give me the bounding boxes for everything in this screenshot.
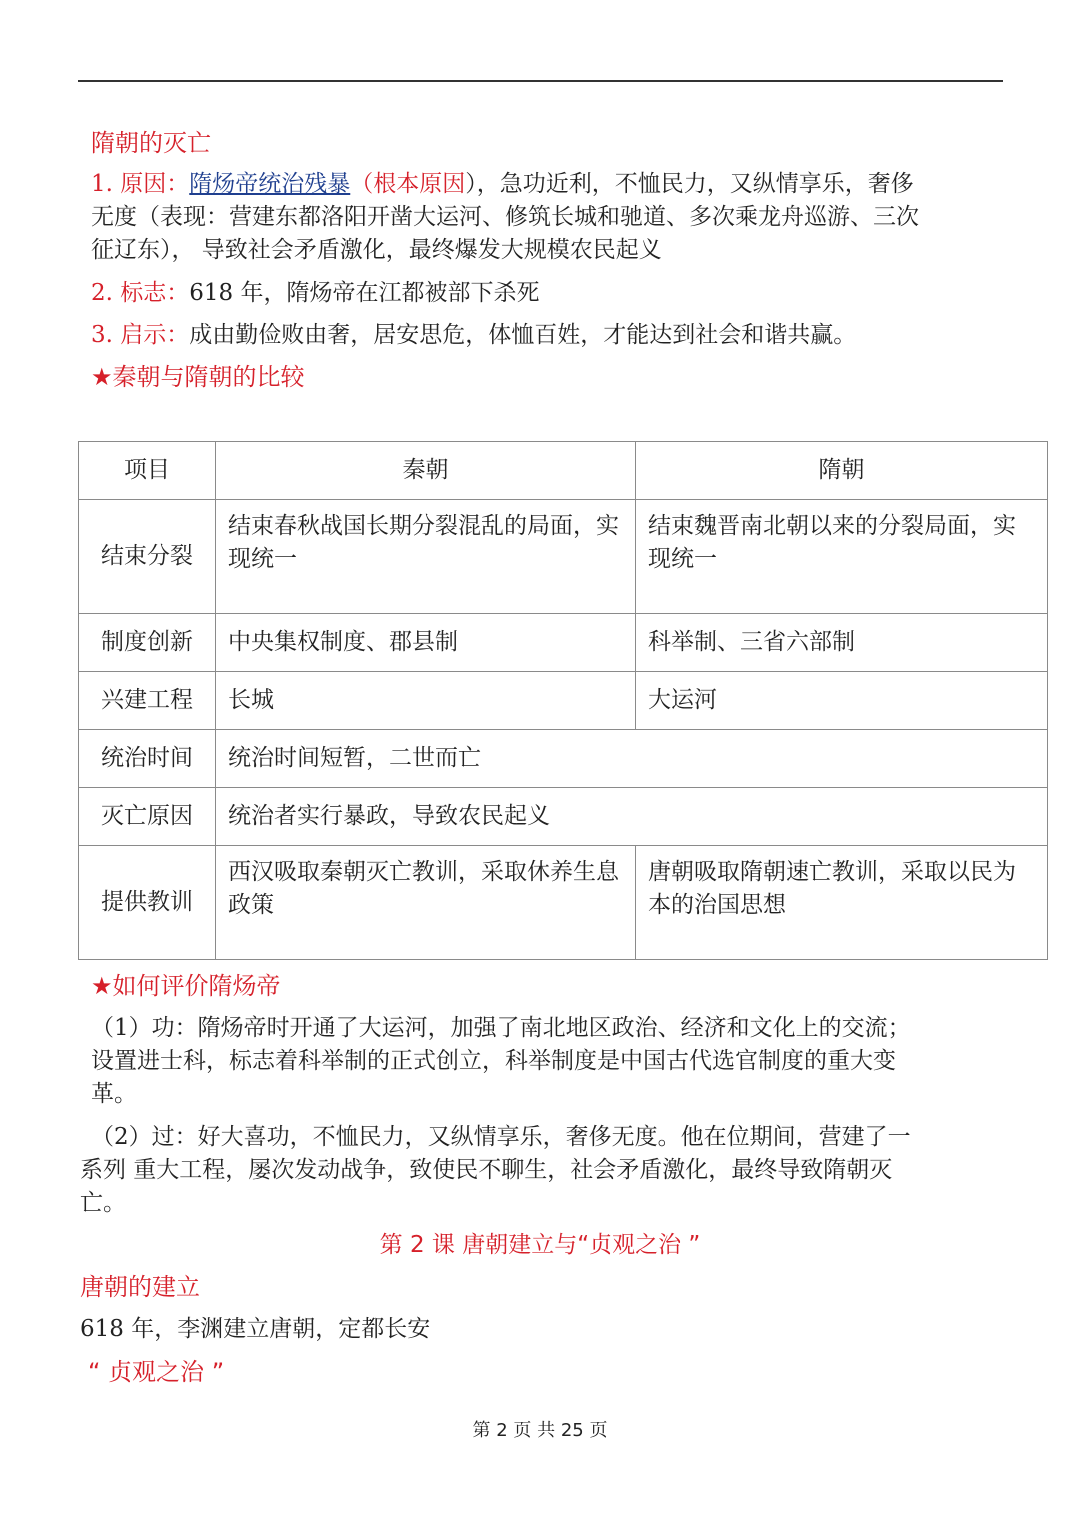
lesson-label: 3. 启示： bbox=[91, 322, 190, 348]
cause-root: （根本原因 bbox=[350, 171, 466, 197]
table-row bbox=[79, 730, 1048, 788]
cell-sui: 科举制、三省六部制 bbox=[636, 614, 1048, 672]
cell-merged: 统治时间短暂，二世而亡 bbox=[216, 730, 1048, 788]
table-header-row bbox=[79, 442, 1048, 500]
row-item: 兴建工程 bbox=[79, 672, 216, 730]
sign-label: 2. 标志： bbox=[91, 280, 190, 306]
cell-qin: 中央集权制度、郡县制 bbox=[216, 614, 636, 672]
merit-line-3: 革。 bbox=[91, 1081, 137, 1107]
evaluate-title: ★如何评价隋炀帝 bbox=[91, 972, 281, 1000]
merit-line-2: 设置进士科，标志着科举制的正式创立，科举制度是中国古代选官制度的重大变 bbox=[91, 1048, 896, 1074]
page-footer: 第 2 页 共 25 页 bbox=[472, 1420, 608, 1441]
fault-line-1: （2）过：好大喜功，不恤民力，又纵情享乐，奢侈无度。他在位期间，营建了一 bbox=[91, 1124, 911, 1150]
lesson-text: 成由勤俭败由奢，居安思危，体恤百姓，才能达到社会和谐共赢。 bbox=[189, 322, 857, 348]
merit-line-1: （1）功：隋炀帝时开通了大运河，加强了南北地区政治、经济和文化上的交流； bbox=[91, 1015, 911, 1041]
cell-sui: 唐朝吸取隋朝速亡教训，采取以民为本的治国思想 bbox=[636, 846, 1048, 960]
cause-line-2: 无度（表现：营建东都洛阳开凿大运河、修筑长城和驰道、多次乘龙舟巡游、三次 bbox=[91, 204, 919, 230]
row-item: 灭亡原因 bbox=[79, 788, 216, 846]
cell-qin: 结束春秋战国长期分裂混乱的局面，实现统一 bbox=[216, 500, 636, 614]
comparison-title: ★秦朝与隋朝的比较 bbox=[91, 363, 305, 391]
cause-link[interactable]: 隋炀帝统治残暴 bbox=[189, 171, 351, 197]
cell-merged: 统治者实行暴政，导致农民起义 bbox=[216, 788, 1048, 846]
table-row bbox=[79, 500, 1048, 614]
header-sui: 隋朝 bbox=[636, 442, 1048, 500]
cause-line-3: 征辽东）， 导致社会矛盾激化，最终爆发大规模农民起义 bbox=[91, 237, 662, 263]
row-item: 制度创新 bbox=[79, 614, 216, 672]
cell-qin: 长城 bbox=[216, 672, 636, 730]
row-item: 结束分裂 bbox=[79, 500, 216, 614]
founding-text: 618 年，李渊建立唐朝，定都长安 bbox=[80, 1316, 431, 1342]
zhenguan-title: “ 贞观之治 ” bbox=[88, 1358, 225, 1386]
table-row bbox=[79, 846, 1048, 960]
comparison-table bbox=[78, 441, 1048, 960]
header-qin: 秦朝 bbox=[216, 442, 636, 500]
cell-sui: 结束魏晋南北朝以来的分裂局面，实现统一 bbox=[636, 500, 1048, 614]
cell-sui: 大运河 bbox=[636, 672, 1048, 730]
row-item: 统治时间 bbox=[79, 730, 216, 788]
fault-line-2: 系列 重大工程，屡次发动战争，致使民不聊生，社会矛盾激化，最终导致隋朝灭 bbox=[80, 1157, 893, 1183]
sign-text: 618 年，隋炀帝在江都被部下杀死 bbox=[189, 280, 540, 306]
cause-line-1 bbox=[91, 168, 914, 201]
cause-label: 1. 原因： bbox=[91, 171, 190, 197]
lesson-line bbox=[91, 319, 856, 352]
row-item: 提供教训 bbox=[79, 846, 216, 960]
section-title-fall: 隋朝的灭亡 bbox=[91, 129, 211, 157]
lesson2-title: 第 2 课 唐朝建立与“贞观之治 ” bbox=[379, 1232, 701, 1258]
table-row bbox=[79, 672, 1048, 730]
sign-line bbox=[91, 277, 539, 310]
top-rule bbox=[78, 80, 1003, 82]
fault-line-3: 亡。 bbox=[80, 1190, 126, 1216]
header-item: 项目 bbox=[79, 442, 216, 500]
cause-rest: ），急功近利，不恤民力，又纵情享乐，奢侈 bbox=[465, 171, 914, 197]
table-row bbox=[79, 614, 1048, 672]
founding-title: 唐朝的建立 bbox=[80, 1273, 200, 1301]
cell-qin: 西汉吸取秦朝灭亡教训，采取休养生息政策 bbox=[216, 846, 636, 960]
table-row bbox=[79, 788, 1048, 846]
